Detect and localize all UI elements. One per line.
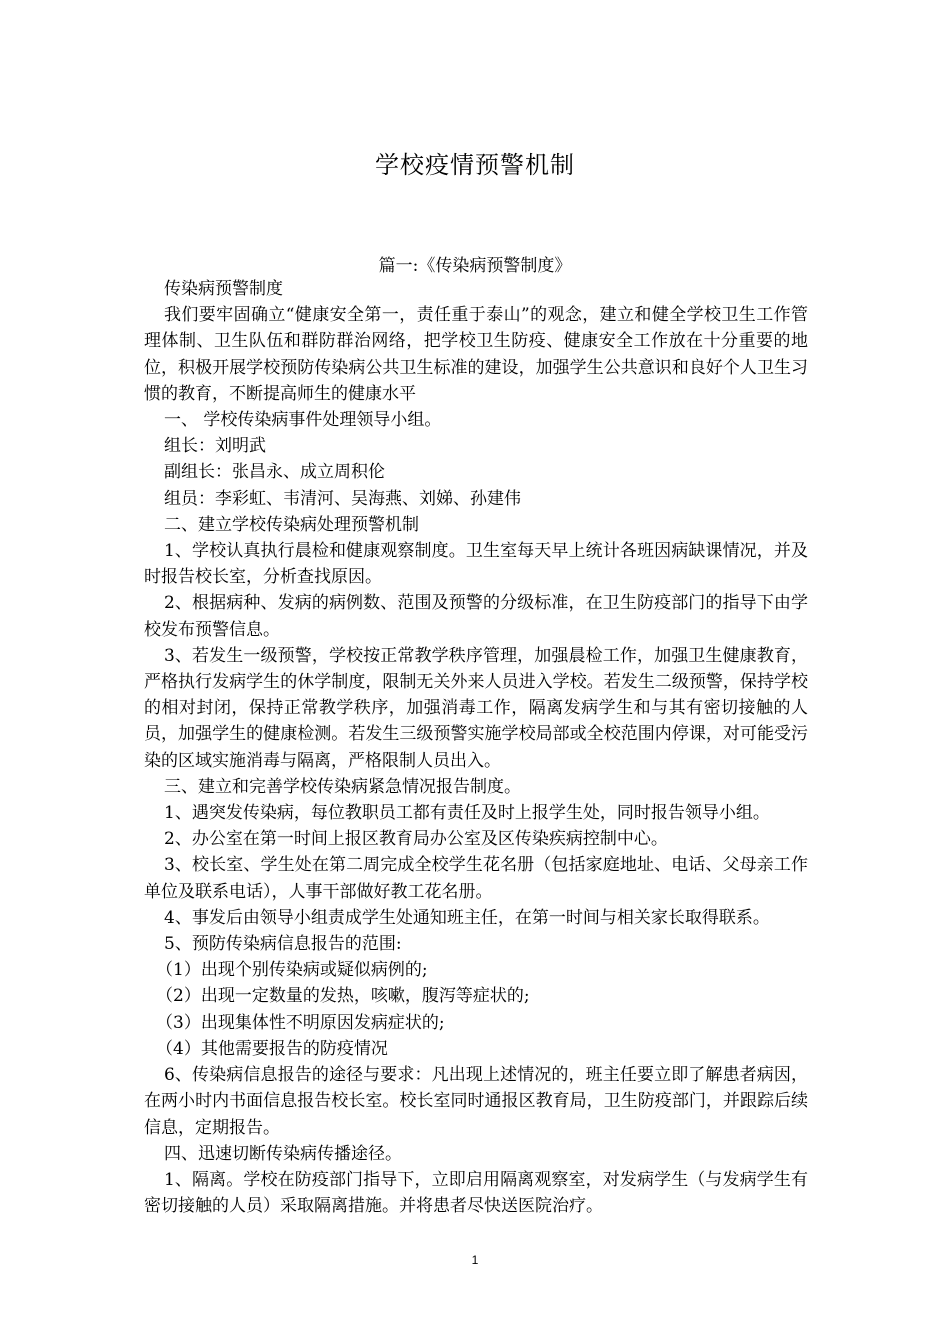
list-item: （4）其他需要报告的防疫情况 [156,1038,388,1059]
section-heading: 四、迅速切断传染病传播途径。 [164,1143,402,1164]
section-heading: 二、建立学校传染病处理预警机制 [164,514,419,535]
paragraph: 1、学校认真执行晨检和健康观察制度。卫生室每天早上统计各班因病缺课情况，并及时报告校长室，分析查找原因。 [144,541,808,588]
paragraph: 6、传染病信息报告的途径与要求：凡出现上述情况的，班主任要立即了解患者病因，在两小时内书面信息报告校长室。校长室同时通报区教育局，卫生防疫部门，并跟踪后续信息，定期报告。 [144,1065,808,1138]
document-body [144,276,808,1219]
document-subtitle: 篇一:《传染病预警制度》 [378,256,572,276]
list-item: （2）出现一定数量的发热，咳嗽，腹泻等症状的; [156,986,530,1007]
section-heading: 三、建立和完善学校传染病紧急情况报告制度。 [164,776,521,797]
paragraph: 2、根据病种、发病的病例数、范围及预警的分级标准，在卫生防疫部门的指导下由学校发布预警信息。 [144,593,808,640]
paragraph-heading: 传染病预警制度 [164,279,283,299]
page-number: 1 [471,1253,479,1267]
paragraph: 1、遇突发传染病，每位教职员工都有责任及时上报学生处，同时报告领导小组。 [164,803,770,824]
paragraph: 2、办公室在第一时间上报区教育局办公室及区传染疾病控制中心。 [164,829,668,850]
paragraph-intro: 我们要牢固确立“健康安全第一，责任重于泰山”的观念，建立和健全学校卫生工作管理体制、卫生队伍和群防群治网络，把学校卫生防疫、健康安全工作放在十分重要的地位，积极开展学校预防传染病公共卫生标准的建设，加强学生公共意识和良好个人卫生习惯的教育，不断提高师生的健康水平 [144,305,808,404]
list-item: （1）出现个别传染病或疑似病例的; [156,960,428,981]
document-title: 学校疫情预警机制 [375,151,575,179]
section-heading: 一、 学校传染病事件处理领导小组。 [164,410,442,431]
paragraph: 3、校长室、学生处在第二周完成全校学生花名册（包括家庭地址、电话、父母亲工作单位及联系电话），人事干部做好教工花名册。 [144,855,808,902]
paragraph: 5、预防传染病信息报告的范围: [164,934,402,955]
paragraph: 副组长：张昌永、成立周积伦 [164,462,385,483]
paragraph: 1、隔离。学校在防疫部门指导下，立即启用隔离观察室，对发病学生（与发病学生有密切接触的人员）采取隔离措施。并将患者尽快送医院治疗。 [144,1169,808,1217]
paragraph: 组长：刘明武 [164,436,266,457]
paragraph: 4、事发后由领导小组责成学生处通知班主任，在第一时间与相关家长取得联系。 [164,907,770,928]
paragraph: 组员：李彩虹、韦清河、吴海燕、刘娣、孙建伟 [164,488,521,509]
list-item: （3）出现集体性不明原因发病症状的; [156,1012,445,1033]
paragraph: 3、若发生一级预警，学校按正常教学秩序管理，加强晨检工作，加强卫生健康教育，严格执行发病学生的休学制度，限制无关外来人员进入学校。若发生二级预警，保持学校的相对封闭，保持正常教学秩序，加强消毒工作，隔离发病学生和与其有密切接触的人员，加强学生的健康检测。若发生三级预警实施学校局部或全校范围内停课，对可能受污染的区域实施消毒与隔离，严格限制人员出入。 [144,645,808,771]
